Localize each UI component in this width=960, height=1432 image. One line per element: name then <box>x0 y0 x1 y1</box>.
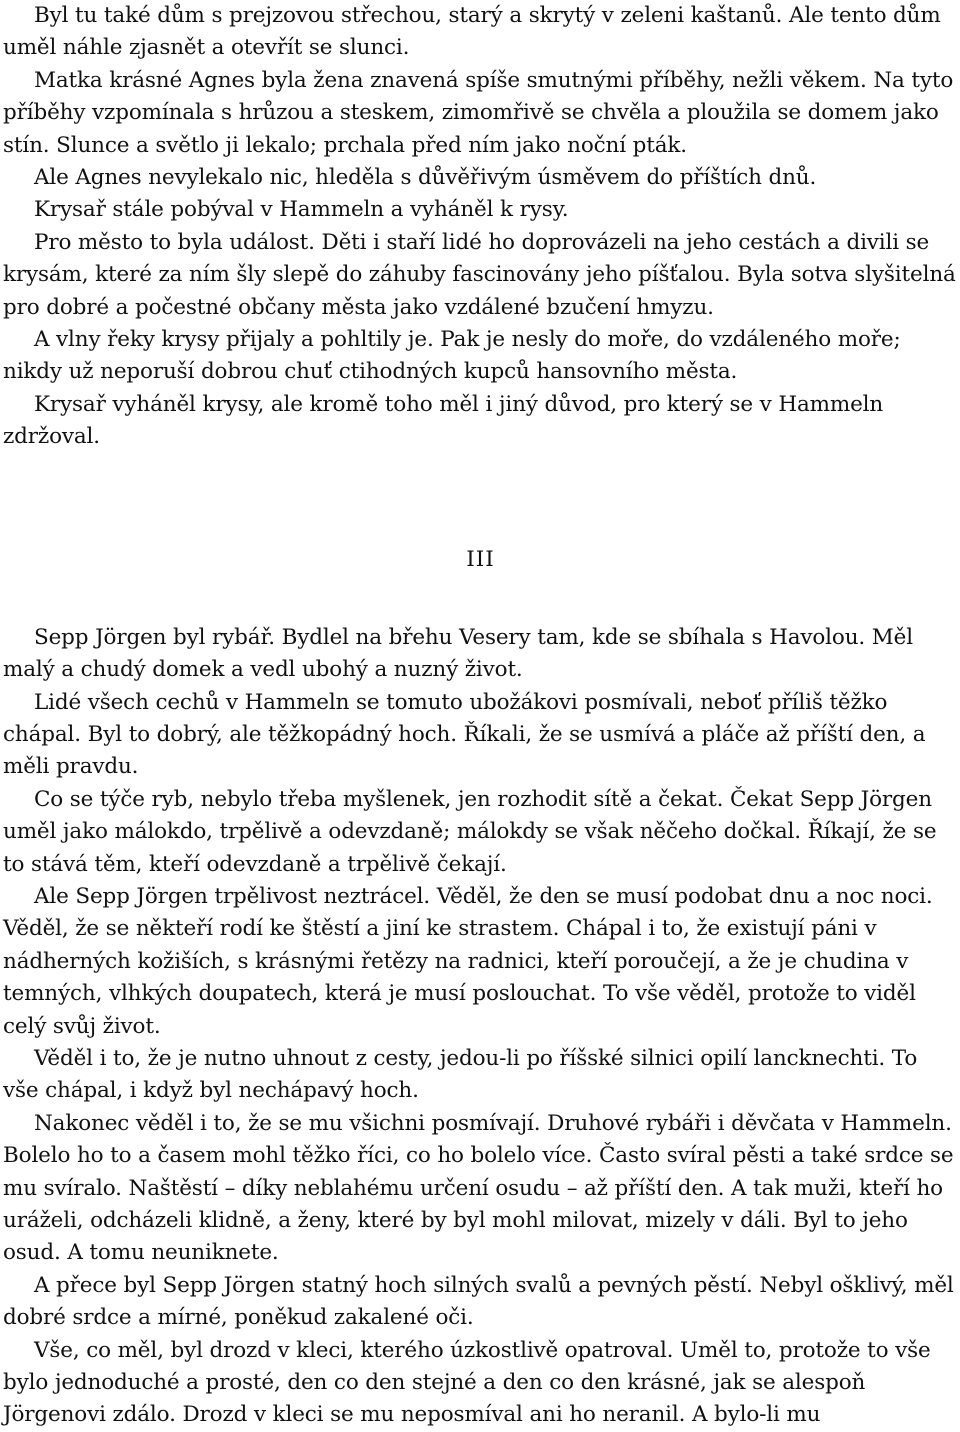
paragraph: Matka krásné Agnes byla žena znavená spíše smutnými příběhy, nežli věkem. Na tyto příběhy vzpomínala s hrůzou a steskem, zimomřivě se chvěla a ploužila se domem jako stín. Slunce a světlo ji lekalo; prchala před ním jako noční pták. <box>3 67 954 158</box>
paragraph: Byl tu také dům s prejzovou střechou, starý a skrytý v zeleni kaštanů. Ale tento dům uměl náhle zjasnět a otevřít se slunci. <box>3 3 941 61</box>
paragraph: Lidé všech cechů v Hammeln se tomuto ubožákovi posmívali, neboť příliš těžko chápal. Byl to dobrý, ale těžkopádný hoch. Říkali, že se usmívá a pláče až příští den, a měli pravdu. <box>3 689 926 780</box>
section-bottom <box>3 622 958 1432</box>
paragraph: Co se týče ryb, nebylo třeba myšlenek, jen rozhodit sítě a čekat. Čekat Sepp Jörgen uměl jako málokdo, trpělivě a odevzdaně; málokdy se však něčeho dočkal. Říkají, že se to stává těm, kteří odevzdaně a trpělivě čekají. <box>3 786 937 877</box>
paragraph: Věděl i to, že je nutno uhnout z cesty, jedou-li po říšské silnici opilí lancknechti. To vše chápal, i když byl nechápavý hoch. <box>3 1045 918 1104</box>
paragraph: Ale Agnes nevylekalo nic, hleděla s důvěřivým úsměvem do příštích dnů. <box>34 165 817 191</box>
paragraph: Pro město to byla událost. Děti i staří lidé ho doprovázeli na jeho cestách a divili se krysám, které za ním šly slepě do záhuby fascinovány jeho píšťalou. Byla sotva slyšitelná pro dobré a počestné občany města jako vzdálené bzučení hmyzu. <box>3 229 956 320</box>
section-top <box>3 0 958 454</box>
chapter-heading: III <box>466 546 495 572</box>
paragraph: Vše, co měl, byl drozd v kleci, kterého úzkostlivě opatroval. Uměl to, protože to vše bylo jednoduché a prosté, den co den stejné a den co den krásné, jak se alespoň Jörgenovi zdálo. Drozd v kleci se mu neposmíval ani ho neranil. A bylo-li mu <box>3 1337 931 1428</box>
document-page <box>3 0 958 1432</box>
paragraph: Krysař vyháněl krysy, ale kromě toho měl i jiný důvod, pro který se v Hammeln zdržoval. <box>3 391 884 450</box>
paragraph: Krysař stále pobýval v Hammeln a vyháněl k rysy. <box>34 197 569 223</box>
paragraph: Nakonec věděl i to, že se mu všichni posmívají. Druhové rybáři i děvčata v Hammeln. Bolelo ho to a časem mohl těžko říci, co ho bolelo více. Často svíral pěsti a také srdce se mu svíralo. Naštěstí – díky neblahému určení osudu – až příští den. A tak muži, kteří ho uráželi, odcházeli klidně, a ženy, které by byl mohl milovat, mizely v dáli. Byl to jeho osud. A tomu neuniknete. <box>3 1110 954 1266</box>
paragraph: Ale Sepp Jörgen trpělivost neztrácel. Věděl, že den se musí podobat dnu a noc noci. Věděl, že se někteří rodí ke štěstí a jiní ke strastem. Chápal i to, že existují páni v nádherných kožiších, s krásnými řetězy na radnici, kteří poroučejí, a že je chudina v temných, vlhkých doupatech, která je musí poslouchat. To vše věděl, protože to viděl celý svůj život. <box>3 883 933 1039</box>
paragraph: A vlny řeky krysy přijaly a pohltily je. Pak je nesly do moře, do vzdáleného moře; nikdy už neporuší dobrou chuť ctihodných kupců hansovního města. <box>3 327 901 385</box>
paragraph: Sepp Jörgen byl rybář. Bydlel na břehu Vesery tam, kde se sbíhala s Havolou. Měl malý a chudý domek a vedl ubohý a nuzný život. <box>3 624 913 683</box>
paragraph: A přece byl Sepp Jörgen statný hoch silných svalů a pevných pěstí. Nebyl ošklivý, měl dobré srdce a mírné, poněkud zakalené oči. <box>3 1272 954 1331</box>
